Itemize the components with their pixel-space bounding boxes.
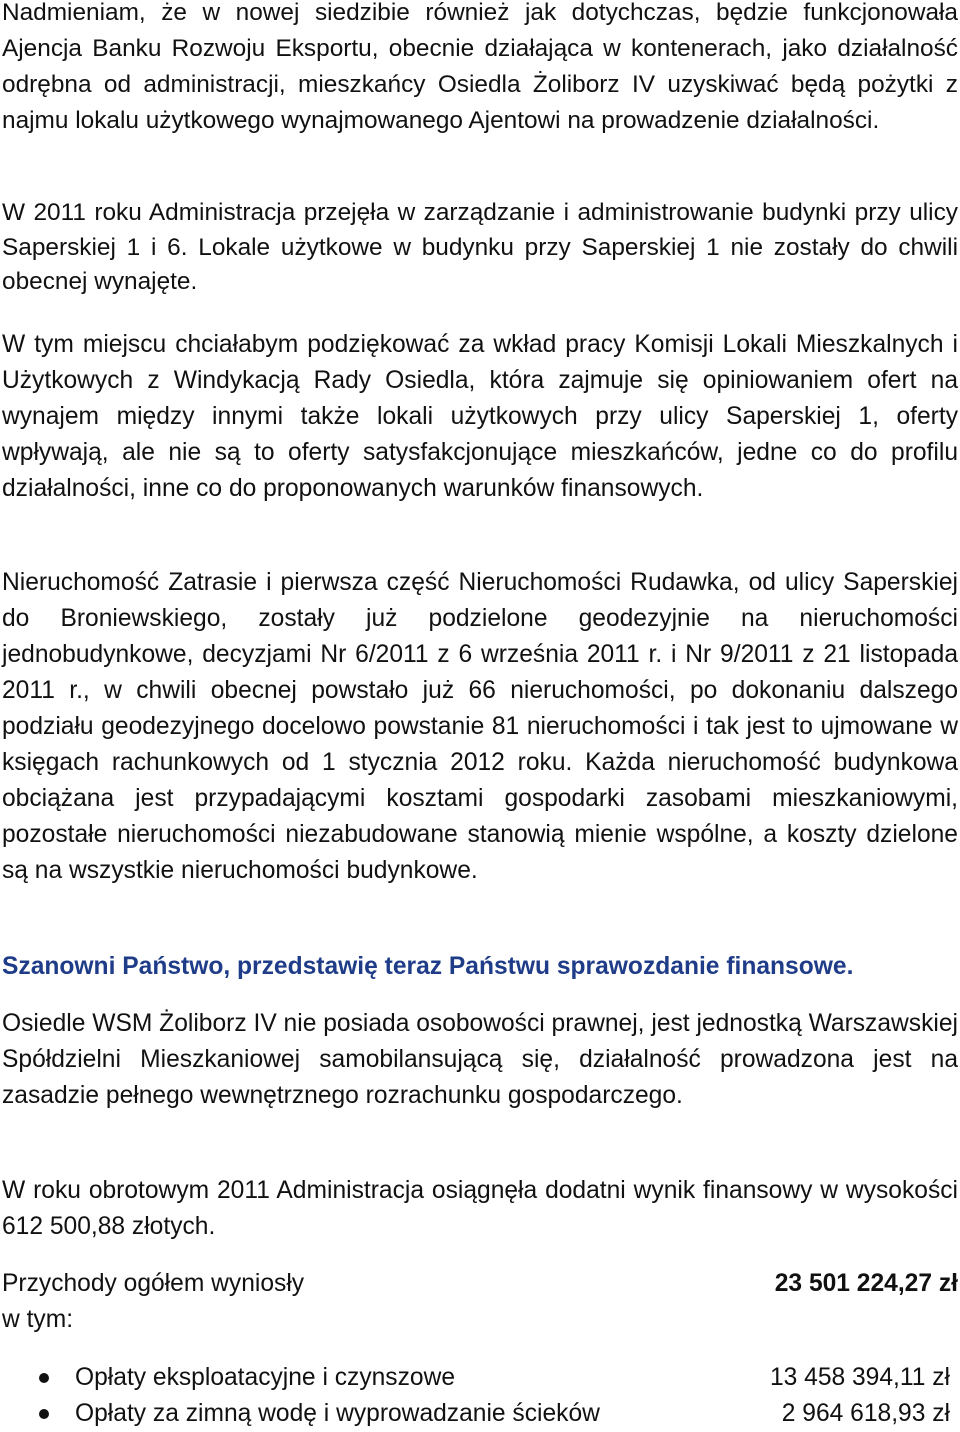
revenue-total-amount: 23 501 224,27 zł: [774, 1270, 958, 1297]
section-heading-financial-report: Szanowni Państwo, przedstawię teraz Państwu sprawozdanie finansowe.: [2, 953, 854, 980]
paragraph-nieruchomosci: Nieruchomość Zatrasie i pierwsza część Nieruchomości Rudawka, od ulicy Saperskiej do Broniewskiego, zostały już podzielone geodezyjnie na nieruchomości jednobudynkowe, decyzjami Nr 6/2011 z 6 września 2011 r. i Nr 9/2011 z 21 listopada 2011 r., w chwili obecnej powstało już 66 nieruchomości, po dokonaniu dalszego podziału geodezyjnego docelowo powstanie 81 nieruchomości i tak jest to ujmowane w księgach rachunkowych od 1 stycznia 2012 roku. Każda nieruchomość budynkowa obciążana jest przypadającymi kosztami gospodarki zasobami mieszkaniowymi, pozostałe nieruchomości niezabudowane stanowią mienie wspólne, a koszty dzielone są na wszystkie nieruchomości budynkowe.: [2, 569, 958, 884]
revenue-item-amount: 2 964 618,93 zł: [781, 1400, 950, 1427]
revenue-item-label: Opłaty za zimną wodę i wyprowadzanie ścieków: [75, 1400, 600, 1427]
revenue-total-label: Przychody ogółem wyniosły: [2, 1270, 305, 1297]
bullet-icon: [39, 1373, 49, 1383]
revenue-breakdown-label: w tym:: [2, 1306, 74, 1333]
paragraph-saperska: W 2011 roku Administracja przejęła w zarządzanie i administrowanie budynki przy ulicy Saperskiej 1 i 6. Lokale użytkowe w budynku przy Saperskiej 1 nie zostały do chwili obecnej wynajęte.: [2, 199, 958, 295]
revenue-item-label: Opłaty eksploatacyjne i czynszowe: [75, 1364, 456, 1391]
revenue-breakdown-list: [2, 1360, 958, 1432]
paragraph-financial-result: W roku obrotowym 2011 Administracja osiągnęła dodatni wynik finansowy w wysokości 612 500,88 złotych.: [2, 1177, 958, 1240]
paragraph-ajencja: Nadmieniam, że w nowej siedzibie również jak dotychczas, będzie funkcjonowała Ajencja Banku Rozwoju Eksportu, obecnie działająca w kontenerach, jako działalność odrębna od administracji, mieszkańcy Osiedla Żoliborz IV uzyskiwać będą pożytki z najmu lokalu użytkowego wynajmowanego Ajentowi na prowadzenie działalności.: [2, 0, 958, 134]
revenue-item-amount: 13 458 394,11 zł: [769, 1364, 950, 1391]
paragraph-komisja: W tym miejscu chciałabym podziękować za wkład pracy Komisji Lokali Mieszkalnych i Użytkowych z Windykacją Rady Osiedla, która zajmuje się opiniowaniem ofert na wynajem między innymi także lokali użytkowych przy ulicy Saperskiej 1, oferty wpływają, ale nie są to oferty satysfakcjonujące mieszkańców, jedne co do profilu działalności, inne co do proponowanych warunków finansowych.: [2, 331, 958, 502]
paragraph-osiedle-status: Osiedle WSM Żoliborz IV nie posiada osobowości prawnej, jest jednostką Warszawskiej Spółdzielni Mieszkaniowej samobilansującą się, działalność prowadzona jest na zasadzie pełnego wewnętrznego rozrachunku gospodarczego.: [2, 1010, 958, 1109]
bullet-icon: [39, 1409, 49, 1419]
list-item: [2, 1360, 958, 1396]
list-item: [2, 1396, 958, 1432]
